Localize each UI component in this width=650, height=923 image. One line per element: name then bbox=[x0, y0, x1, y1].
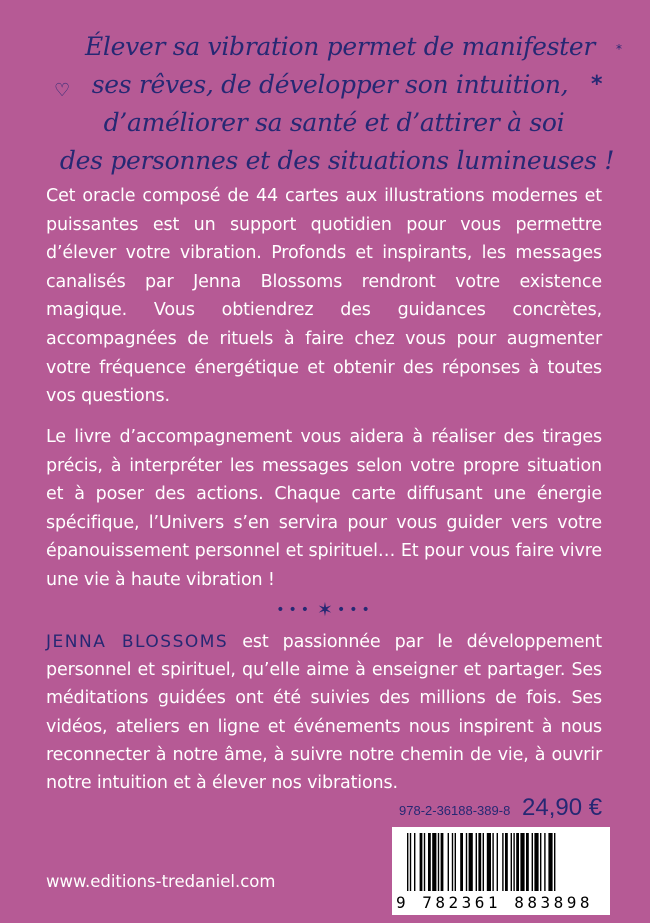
barcode-bar bbox=[548, 833, 552, 891]
barcode-bar bbox=[505, 833, 508, 891]
divider-dots-right: ••• bbox=[336, 602, 374, 618]
barcode-bar bbox=[410, 833, 411, 891]
barcode-bar bbox=[492, 833, 493, 891]
quote-line-4: des personnes et des situations lumineuses ! bbox=[59, 146, 615, 175]
quote-line-2: ses rêves, de développer son intuition, bbox=[91, 70, 569, 99]
barcode-bar bbox=[526, 833, 529, 891]
barcode-bar bbox=[544, 833, 545, 891]
barcode-bar bbox=[478, 833, 481, 891]
barcode-bar bbox=[554, 833, 555, 891]
barcode-bars bbox=[407, 833, 597, 891]
barcode-bar bbox=[420, 833, 423, 891]
small-star-icon: * bbox=[616, 42, 622, 56]
barcode-bar bbox=[428, 833, 431, 891]
publisher-website[interactable]: www.editions-tredaniel.com bbox=[46, 872, 276, 891]
barcode-bar bbox=[534, 833, 538, 891]
barcode-bar bbox=[516, 833, 519, 891]
star-icon: * bbox=[591, 72, 603, 97]
barcode-bar bbox=[452, 833, 453, 891]
barcode-bar bbox=[455, 833, 456, 891]
author-bio-text: est passionnée par le développement personnel et spirituel, qu’elle aime à enseigner et partager. Ses méditations guidées ont été suivies des millions de fois. Ses vidéos, ateliers en ligne et événements nous inspirent à nous reconnecter à notre âme, à suivre notre chemin de vie, à ouvrir notre intuition et à élever nos vibrations. bbox=[46, 632, 602, 794]
author-name: JENNA BLOSSOMS bbox=[46, 632, 229, 652]
barcode-bar bbox=[513, 833, 514, 891]
barcode-bar bbox=[483, 833, 484, 891]
price: 24,90 € bbox=[522, 794, 603, 821]
barcode-bar bbox=[424, 833, 425, 891]
description-paragraph-2: Le livre d’accompagnement vous aidera à réaliser des tirages précis, à interpréter les messages selon votre propre situation et à poser des actions. Chaque carte diffusant une énergie spécifique, l’Univers s’en servira pour vous guider vers votre épanouissement personnel et spirituel… Et pour vous faire vivre une vie à haute vibration ! bbox=[46, 427, 602, 590]
barcode-bar bbox=[407, 833, 408, 891]
barcode-bar bbox=[469, 833, 473, 891]
divider-dots-left: ••• bbox=[276, 602, 314, 618]
barcode-bar bbox=[432, 833, 436, 891]
barcode-bar bbox=[460, 833, 463, 891]
barcode-number: 9 782361 883898 bbox=[396, 893, 593, 912]
barcode-bar bbox=[487, 833, 491, 891]
barcode-bar bbox=[532, 833, 533, 891]
quote-line-1: Élever sa vibration permet de manifester bbox=[84, 32, 596, 61]
tagline-quote bbox=[40, 28, 620, 180]
barcode-bar bbox=[448, 833, 449, 891]
quote-line-3: d’améliorer sa santé et d’attirer à soi bbox=[103, 108, 565, 137]
barcode-bar bbox=[511, 833, 512, 891]
barcode-bar bbox=[476, 833, 477, 891]
description-paragraph-1: Cet oracle composé de 44 cartes aux illustrations modernes et puissantes est un support quotidien pour vous permettre d’élever votre vibration. Profonds et inspirants, les messages canalisés par Jenna Blossoms rendront votre existence magique. Vous obtiendrez des guidances concrètes, accompagnées de rituels à faire chez vous pour augmenter votre fréquence énergétique et obtenir des réponses à toutes vos questions. bbox=[46, 186, 602, 407]
barcode-bar bbox=[414, 833, 415, 891]
barcode-bar bbox=[502, 833, 503, 891]
heart-icon: ♡ bbox=[54, 80, 71, 101]
author-bio bbox=[46, 628, 602, 797]
divider-star-icon: ✶ bbox=[317, 599, 333, 621]
barcode-bar bbox=[520, 833, 524, 891]
barcode-bar bbox=[540, 833, 541, 891]
barcode-bar bbox=[497, 833, 498, 891]
barcode-bar bbox=[438, 833, 439, 891]
barcode bbox=[392, 827, 610, 915]
barcode-bar bbox=[466, 833, 467, 891]
barcode-bar bbox=[441, 833, 444, 891]
section-divider bbox=[0, 599, 650, 621]
isbn: 978-2-36188-389-8 bbox=[399, 803, 511, 818]
